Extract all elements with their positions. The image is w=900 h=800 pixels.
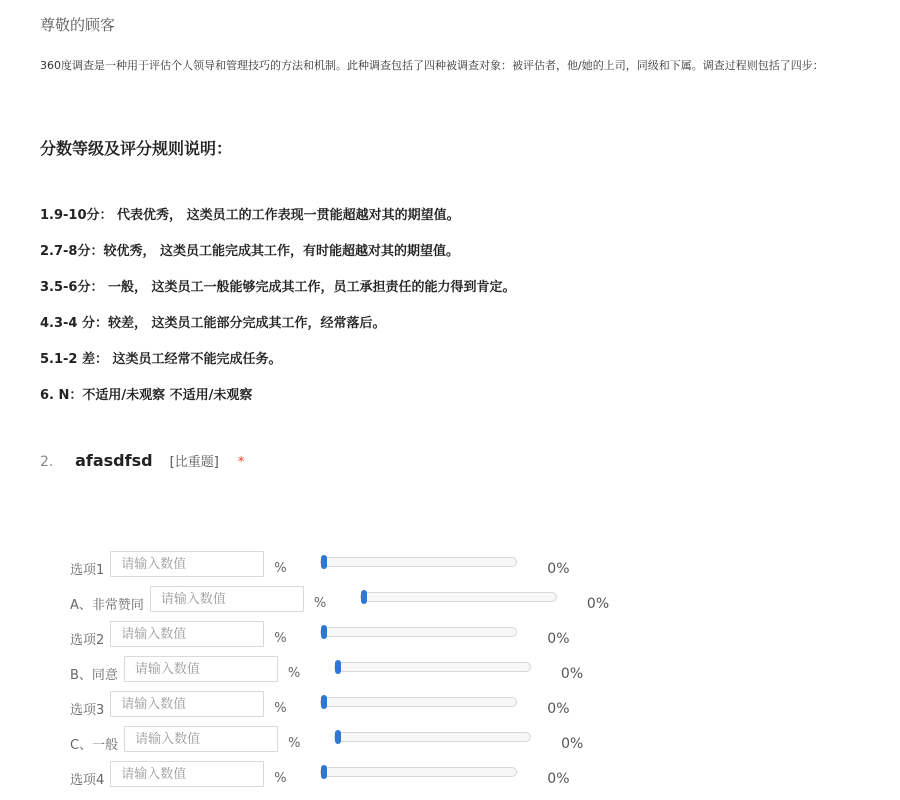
- weight-value: 0%: [560, 665, 584, 682]
- option-row: [70, 689, 570, 719]
- option-label: A、非常赞同: [70, 598, 144, 613]
- question-header: [40, 451, 244, 470]
- slider-track: [334, 732, 531, 742]
- percent-unit: %: [287, 666, 301, 681]
- rule-item: 4.3-4 分：较差， 这类员工能部分完成其工作，经常落后。: [40, 316, 386, 331]
- slider-handle[interactable]: [321, 625, 327, 639]
- question-title: afasdfsd: [75, 451, 153, 470]
- weight-slider[interactable]: [320, 556, 517, 568]
- slider-handle[interactable]: [335, 730, 341, 744]
- slider-handle[interactable]: [321, 765, 327, 779]
- option-label: 选项1: [70, 563, 105, 578]
- option-row: [70, 619, 570, 649]
- option-label: 选项2: [70, 633, 105, 648]
- required-mark: *: [237, 455, 245, 470]
- rule-item: 2.7-8分：较优秀， 这类员工能完成其工作，有时能超越对其的期望值。: [40, 244, 459, 259]
- percent-unit: %: [274, 561, 287, 576]
- option-label: 选项3: [70, 703, 105, 718]
- weight-slider[interactable]: [360, 591, 557, 603]
- question-type: [比重题]: [169, 455, 219, 470]
- option-row: [70, 584, 609, 614]
- option-label: 选项4: [70, 773, 105, 788]
- slider-track: [320, 697, 517, 707]
- weight-value: 0%: [547, 560, 570, 577]
- percent-unit: %: [274, 771, 287, 786]
- percent-unit: %: [288, 736, 301, 751]
- greeting: 尊敬的顾客: [40, 16, 116, 34]
- rules-heading: 分数等级及评分规则说明：: [40, 139, 233, 158]
- option-row: [70, 654, 583, 684]
- slider-handle[interactable]: [361, 590, 367, 604]
- slider-track: [320, 557, 517, 567]
- slider-handle[interactable]: [321, 555, 327, 569]
- percent-unit: %: [274, 631, 287, 646]
- weight-value: 0%: [547, 770, 570, 787]
- weight-value: 0%: [586, 595, 610, 612]
- option-row: [70, 759, 570, 789]
- weight-value: 0%: [561, 735, 584, 752]
- question-number: 2.: [40, 454, 54, 470]
- rule-item: 1.9-10分： 代表优秀， 这类员工的工作表现一贯能超越对其的期望值。: [40, 208, 460, 223]
- weight-slider[interactable]: [334, 661, 531, 673]
- weight-slider[interactable]: [320, 626, 517, 638]
- weight-slider[interactable]: [320, 766, 517, 778]
- option-row: [70, 549, 570, 579]
- rules-list: [40, 206, 516, 422]
- weight-input[interactable]: [110, 691, 264, 717]
- weight-input[interactable]: [124, 726, 278, 752]
- option-label: B、同意: [70, 668, 118, 683]
- rule-item: 3.5-6分： 一般， 这类员工一般能够完成其工作，员工承担责任的能力得到肯定。: [40, 280, 516, 295]
- percent-unit: %: [313, 596, 327, 611]
- rule-item: 5.1-2 差： 这类员工经常不能完成任务。: [40, 352, 282, 367]
- weight-value: 0%: [547, 630, 570, 647]
- weight-input[interactable]: [110, 621, 264, 647]
- weight-input[interactable]: [150, 586, 304, 612]
- weight-slider[interactable]: [320, 696, 517, 708]
- slider-track: [320, 627, 517, 637]
- weight-input[interactable]: [124, 656, 278, 682]
- weight-slider[interactable]: [334, 731, 531, 743]
- percent-unit: %: [274, 701, 287, 716]
- weight-value: 0%: [547, 700, 570, 717]
- slider-track: [320, 767, 517, 777]
- option-label: C、一般: [70, 738, 119, 753]
- weight-input[interactable]: [110, 761, 264, 787]
- intro-text: 360度调查是一种用于评估个人领导和管理技巧的方法和机制。此种调查包括了四种被调查对象：被评估者，他/她的上司，同级和下属。调查过程则包括了四步：: [40, 59, 824, 72]
- option-row: [70, 724, 583, 754]
- slider-handle[interactable]: [335, 660, 341, 674]
- slider-track: [360, 592, 557, 602]
- slider-track: [334, 662, 531, 672]
- rule-item: 6. N：不适用/未观察 不适用/未观察: [40, 388, 253, 403]
- slider-handle[interactable]: [321, 695, 327, 709]
- weight-input[interactable]: [110, 551, 264, 577]
